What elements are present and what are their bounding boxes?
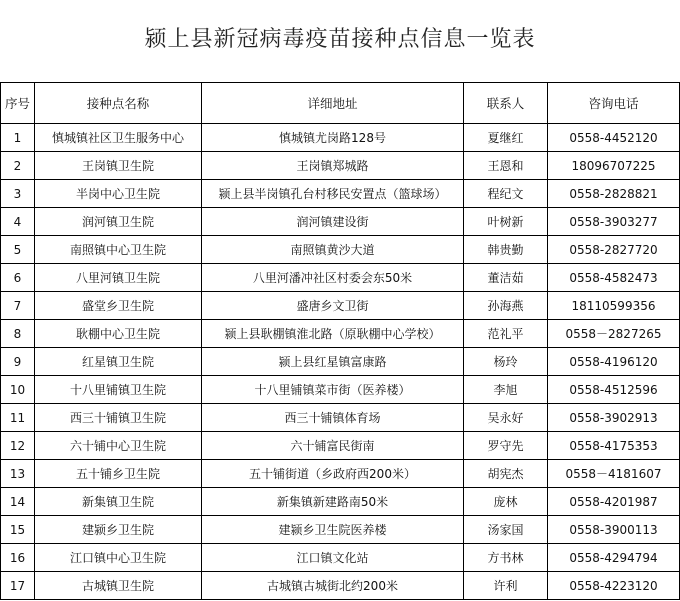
table-row	[1, 320, 680, 348]
row-index-cell: 12	[1, 432, 35, 460]
header-address: 详细地址	[202, 83, 464, 124]
table-header-row	[1, 83, 680, 124]
contact-person-cell: 范礼平	[464, 320, 548, 348]
address-cell: 五十铺街道（乡政府西200米）	[202, 460, 464, 488]
row-index-cell: 5	[1, 236, 35, 264]
row-index-cell: 3	[1, 180, 35, 208]
address-cell: 新集镇新建路南50米	[202, 488, 464, 516]
header-site-name: 接种点名称	[35, 83, 202, 124]
row-index-cell: 16	[1, 544, 35, 572]
phone-number-cell: 0558-4201987	[548, 488, 680, 516]
site-name-cell: 盛堂乡卫生院	[35, 292, 202, 320]
phone-number-cell: 0558-4223120	[548, 572, 680, 600]
row-index-cell: 14	[1, 488, 35, 516]
table-row	[1, 348, 680, 376]
contact-person-cell: 王恩和	[464, 152, 548, 180]
page-title: 颍上县新冠病毒疫苗接种点信息一览表	[144, 27, 536, 52]
table-row	[1, 208, 680, 236]
contact-person-cell: 吴永好	[464, 404, 548, 432]
address-cell: 南照镇黄沙大道	[202, 236, 464, 264]
site-name-cell: 慎城镇社区卫生服务中心	[35, 124, 202, 152]
phone-number-cell: 0558-4294794	[548, 544, 680, 572]
table-row	[1, 292, 680, 320]
address-cell: 颍上县半岗镇孔台村移民安置点（篮球场）	[202, 180, 464, 208]
table-row	[1, 236, 680, 264]
phone-number-cell: 0558-4582473	[548, 264, 680, 292]
row-index-cell: 7	[1, 292, 35, 320]
header-index: 序号	[1, 83, 35, 124]
table-row	[1, 488, 680, 516]
phone-number-cell: 0558-2828821	[548, 180, 680, 208]
table-row	[1, 572, 680, 600]
table-row	[1, 516, 680, 544]
phone-number-cell: 0558-4196120	[548, 348, 680, 376]
phone-number-cell: 18096707225	[548, 152, 680, 180]
contact-person-cell: 韩贵勤	[464, 236, 548, 264]
row-index-cell: 15	[1, 516, 35, 544]
row-index-cell: 10	[1, 376, 35, 404]
row-index-cell: 8	[1, 320, 35, 348]
address-cell: 慎城镇尤岗路128号	[202, 124, 464, 152]
site-name-cell: 润河镇卫生院	[35, 208, 202, 236]
contact-person-cell: 夏继红	[464, 124, 548, 152]
contact-person-cell: 程纪文	[464, 180, 548, 208]
address-cell: 江口镇文化站	[202, 544, 464, 572]
address-cell: 十八里铺镇菜市街（医养楼）	[202, 376, 464, 404]
site-name-cell: 八里河镇卫生院	[35, 264, 202, 292]
contact-person-cell: 汤家国	[464, 516, 548, 544]
table-row	[1, 152, 680, 180]
contact-person-cell: 董洁茹	[464, 264, 548, 292]
table-row	[1, 432, 680, 460]
site-name-cell: 古城镇卫生院	[35, 572, 202, 600]
row-index-cell: 13	[1, 460, 35, 488]
table-row	[1, 264, 680, 292]
address-cell: 润河镇建设街	[202, 208, 464, 236]
address-cell: 西三十铺镇体育场	[202, 404, 464, 432]
phone-number-cell: 0558-4175353	[548, 432, 680, 460]
site-name-cell: 耿棚中心卫生院	[35, 320, 202, 348]
contact-person-cell: 李旭	[464, 376, 548, 404]
contact-person-cell: 杨玲	[464, 348, 548, 376]
contact-person-cell: 许利	[464, 572, 548, 600]
contact-person-cell: 叶树新	[464, 208, 548, 236]
row-index-cell: 17	[1, 572, 35, 600]
contact-person-cell: 庞林	[464, 488, 548, 516]
address-cell: 建颍乡卫生院医养楼	[202, 516, 464, 544]
phone-number-cell: 18110599356	[548, 292, 680, 320]
phone-number-cell: 0558-3902913	[548, 404, 680, 432]
address-cell: 颍上县红星镇富康路	[202, 348, 464, 376]
table-row	[1, 376, 680, 404]
site-name-cell: 建颍乡卫生院	[35, 516, 202, 544]
header-phone: 咨询电话	[548, 83, 680, 124]
header-contact: 联系人	[464, 83, 548, 124]
site-name-cell: 王岗镇卫生院	[35, 152, 202, 180]
site-name-cell: 南照镇中心卫生院	[35, 236, 202, 264]
address-cell: 颍上县耿棚镇淮北路（原耿棚中心学校）	[202, 320, 464, 348]
address-cell: 六十铺富民街南	[202, 432, 464, 460]
contact-person-cell: 孙海燕	[464, 292, 548, 320]
address-cell: 盛唐乡文卫街	[202, 292, 464, 320]
row-index-cell: 11	[1, 404, 35, 432]
site-name-cell: 五十铺乡卫生院	[35, 460, 202, 488]
table-body	[1, 124, 680, 600]
contact-person-cell: 罗守先	[464, 432, 548, 460]
table-row	[1, 124, 680, 152]
table-row	[1, 404, 680, 432]
row-index-cell: 9	[1, 348, 35, 376]
table-row	[1, 544, 680, 572]
address-cell: 王岗镇郑城路	[202, 152, 464, 180]
phone-number-cell: 0558-2827720	[548, 236, 680, 264]
row-index-cell: 4	[1, 208, 35, 236]
site-name-cell: 六十铺中心卫生院	[35, 432, 202, 460]
site-name-cell: 新集镇卫生院	[35, 488, 202, 516]
phone-number-cell: 0558-3903277	[548, 208, 680, 236]
phone-number-cell: 0558－2827265	[548, 320, 680, 348]
site-name-cell: 红星镇卫生院	[35, 348, 202, 376]
row-index-cell: 6	[1, 264, 35, 292]
contact-person-cell: 胡宪杰	[464, 460, 548, 488]
row-index-cell: 2	[1, 152, 35, 180]
phone-number-cell: 0558-3900113	[548, 516, 680, 544]
phone-number-cell: 0558－4181607	[548, 460, 680, 488]
site-name-cell: 十八里铺镇卫生院	[35, 376, 202, 404]
address-cell: 八里河潘冲社区村委会东50米	[202, 264, 464, 292]
contact-person-cell: 方书林	[464, 544, 548, 572]
table-row	[1, 460, 680, 488]
site-name-cell: 江口镇中心卫生院	[35, 544, 202, 572]
table-row	[1, 180, 680, 208]
site-name-cell: 半岗中心卫生院	[35, 180, 202, 208]
phone-number-cell: 0558-4512596	[548, 376, 680, 404]
phone-number-cell: 0558-4452120	[548, 124, 680, 152]
row-index-cell: 1	[1, 124, 35, 152]
site-name-cell: 西三十铺镇卫生院	[35, 404, 202, 432]
address-cell: 古城镇古城街北约200米	[202, 572, 464, 600]
vaccination-sites-table	[0, 82, 680, 600]
